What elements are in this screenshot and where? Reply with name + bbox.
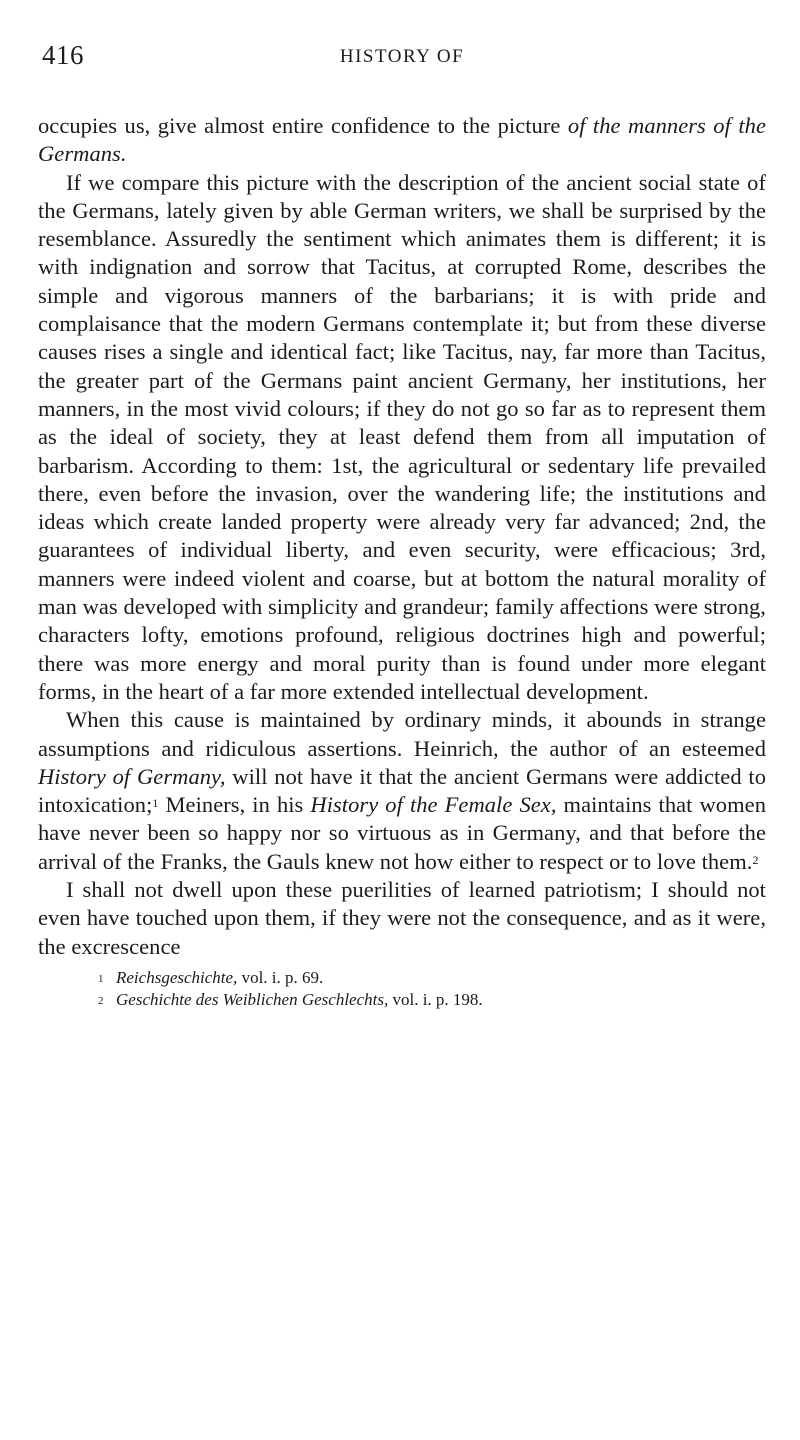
footnote	[98, 989, 766, 1011]
footnote-reference-mark: 2	[752, 852, 759, 867]
footnote-reference: vol. i. p. 69.	[237, 967, 324, 987]
footnote	[98, 967, 766, 989]
italic-text: of the manners of the Germans.	[38, 113, 766, 167]
text-run: I shall not dwell upon these puerilities of learned patriotism; I should not even have touched upon them, if they were not the consequence, and as it were, the excrescence	[38, 877, 766, 959]
footnote-title: Reichsgeschichte,	[116, 967, 238, 987]
italic-text: History of the Female Sex,	[310, 792, 557, 818]
paragraph	[38, 112, 766, 169]
text-run: occupies us, give almost entire confidence to the picture	[38, 113, 568, 138]
footnote-marker: 2	[98, 994, 104, 1007]
text-run: maintains that women have never been so happy nor so virtuous as in Germany, and that before the arrival of the Franks, the Gauls knew not how either to respect or to love them.	[38, 792, 766, 874]
text-run: will not have it that the ancient Germans were addicted to intoxication;	[38, 763, 766, 818]
footnote-title: Geschichte des Weiblichen Geschlechts,	[116, 989, 389, 1009]
running-title: HISTORY OF	[339, 46, 465, 67]
book-page	[38, 40, 766, 1420]
page-number: 416	[42, 40, 84, 70]
text-run: If we compare this picture with the description of the ancient social state of the Germans, lately given by able German writers, we shall be surprised by the resemblance. Assuredly the sentiment which animates them is different; it is with indignation and sorrow that Tacitus, at corrupted Rome, describes the simple and vigorous manners of the barbarians; it is with pride and complaisance that the modern Germans contemplate it; but from these diverse causes rises a single and identical fact; like Tacitus, nay, far more than Tacitus, the greater part of the Germans paint ancient Germany, her institutions, her manners, in the most vivid colours; if they do not go so far as to represent them as the ideal of society, they at least defend them from all imputation of barbarism. According to them: 1st, the agricultural or sedentary life prevailed there, even before the invasion, over the wandering life; the institutions and ideas which create landed property were already very far advanced; 2nd, the guarantees of individual liberty, and even security, were efficacious; 3rd, manners were indeed violent and coarse, but at bottom the natural morality of man was developed with simplicity and grandeur; family affections were strong, characters lofty, emotions profound, religious doctrines high and powerful; there was more energy and moral purity than is found under more elegant forms, in the heart of a far more extended intellectual development.	[38, 169, 766, 704]
footnote-reference: vol. i. p. 198.	[388, 989, 483, 1009]
text-run: Meiners, in his	[158, 792, 311, 818]
paragraph	[38, 169, 766, 707]
paragraph	[38, 706, 766, 876]
footnote-marker: 1	[98, 972, 104, 985]
italic-text: History of Germany,	[38, 763, 226, 789]
running-head	[38, 40, 766, 92]
text-run: When this cause is maintained by ordinary minds, it abounds in strange assumptions and ridiculous assertions. Heinrich, the author of an esteemed	[38, 707, 766, 761]
footnotes	[38, 967, 766, 1011]
footnote-reference-mark: 1	[152, 796, 159, 811]
paragraph	[38, 876, 766, 961]
body-text	[38, 112, 766, 961]
